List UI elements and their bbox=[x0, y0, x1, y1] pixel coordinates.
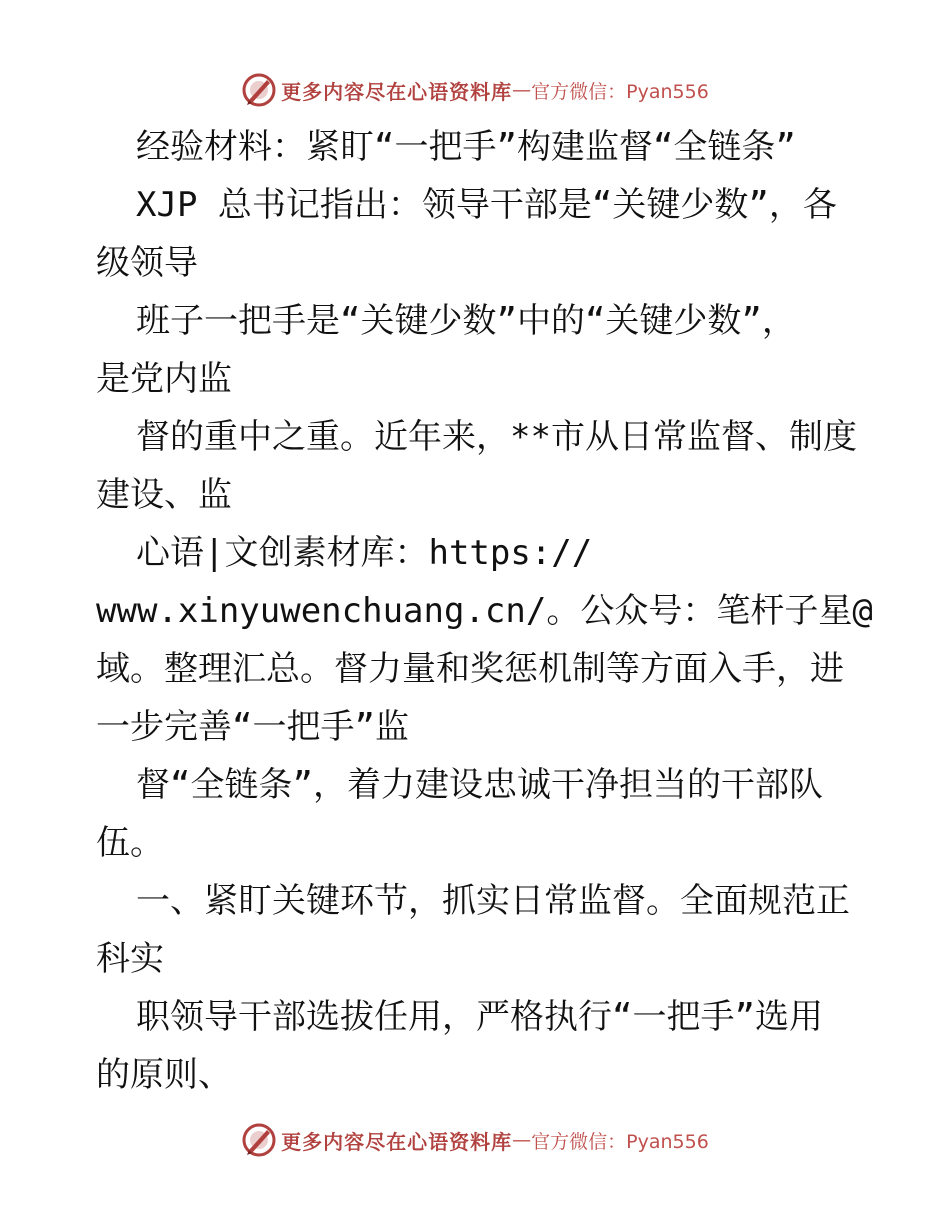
text-line: 级领导 bbox=[96, 243, 198, 283]
text-line: 班子一把手是“关键少数”中的“关键少数”， bbox=[136, 301, 796, 341]
watermark-brand: 更多内容尽在心语资料库 bbox=[281, 79, 513, 104]
watermark-banner-bottom bbox=[0, 1120, 950, 1160]
pen-logo-icon bbox=[241, 72, 277, 108]
watermark-contact: 官方微信：Pyan556 bbox=[531, 1130, 709, 1153]
text-line: 的原则、 bbox=[96, 1055, 232, 1095]
text-line: 建设、监 bbox=[96, 475, 232, 515]
text-line: XJP 总书记指出：领导干部是“关键少数”，各 bbox=[136, 185, 837, 225]
watermark-brand: 更多内容尽在心语资料库 bbox=[281, 1129, 513, 1154]
pen-logo-icon bbox=[241, 1122, 277, 1158]
text-line: 职领导干部选拔任用，严格执行“一把手”选用 bbox=[136, 997, 823, 1037]
watermark-banner-top bbox=[0, 70, 950, 110]
text-line: 伍。 bbox=[96, 823, 164, 863]
watermark-contact: 官方微信：Pyan556 bbox=[531, 80, 709, 103]
watermark-dash: — bbox=[512, 1129, 532, 1151]
text-line: 是党内监 bbox=[96, 359, 232, 399]
text-line: 督“全链条”，着力建设忠诚干净担当的干部队 bbox=[136, 765, 823, 805]
text-line: 心语|文创素材库：https:// bbox=[136, 533, 593, 573]
text-line: 一步完善“一把手”监 bbox=[96, 707, 409, 747]
text-line: 督的重中之重。近年来，**市从日常监督、制度 bbox=[136, 417, 857, 457]
text-line: 一、紧盯关键环节，抓实日常监督。全面规范正 bbox=[136, 881, 850, 921]
watermark-dash: — bbox=[512, 79, 532, 101]
text-line: 域。整理汇总。督力量和奖惩机制等方面入手，进 bbox=[96, 649, 844, 689]
text-line: 经验材料：紧盯“一把手”构建监督“全链条” bbox=[136, 127, 796, 167]
document-body bbox=[96, 118, 873, 1104]
text-line: www.xinyuwenchuang.cn/。公众号：笔杆子星@ bbox=[96, 591, 873, 631]
text-line: 科实 bbox=[96, 939, 164, 979]
